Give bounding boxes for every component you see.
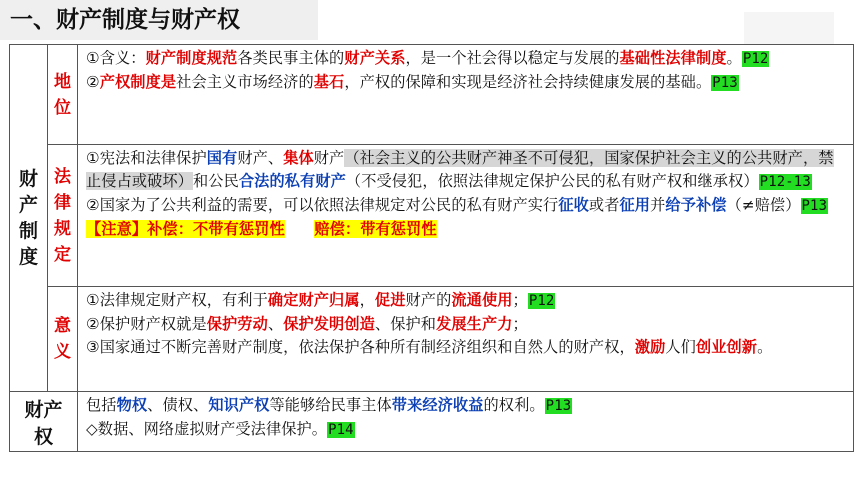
rights-content: [78, 392, 854, 452]
status-line-1: ①含义：财产制度规范各类民事主体的财产关系，是一个社会得以稳定与发展的基础性法律制度。P12: [86, 49, 769, 67]
decorative-box: [744, 12, 834, 44]
head-char: 产: [18, 194, 38, 216]
table-row: [10, 145, 854, 287]
table-row: [10, 392, 854, 452]
row-label-law: 法 律 规 定: [48, 145, 78, 287]
meaning-line-3: ③国家通过不断完善财产制度，依法保护各种所有制经济组织和自然人的财产权，激励人们创业创新。: [86, 338, 773, 356]
rights-line-1: 包括物权、债权、知识产权等能够给民事主体带来经济收益的权利。P13: [86, 396, 572, 414]
page-title: 一、财产制度与财产权: [0, 0, 318, 40]
law-line-2: ②国家为了公共利益的需要，可以依照法律规定对公民的私有财产实行征收或者征用并给予补偿（≠赔偿）P13【注意】补偿：不带有惩罚性 赔偿：带有惩罚性: [86, 196, 828, 238]
page-ref: P13: [545, 398, 572, 414]
head-char: 财: [18, 168, 38, 190]
section-head-property-system: [10, 45, 48, 392]
rights-line-2: ◇数据、网络虚拟财产受法律保护。P14: [86, 420, 354, 438]
section-head-property-rights: 财产 权: [10, 392, 78, 452]
meaning-line-1: ①法律规定财产权，有利于确定财产归属，促进财产的流通使用；P12: [86, 291, 555, 309]
page-ref: P12: [742, 51, 769, 67]
row-label-status: 地 位: [48, 45, 78, 145]
page-ref: P13: [801, 198, 828, 214]
meaning-line-2: ②保护财产权就是保护劳动、保护发明创造、保护和发展生产力；: [86, 315, 528, 333]
head-char: 度: [18, 246, 38, 268]
page-ref: P13: [712, 75, 738, 91]
note-compensation: 【注意】补偿：不带有惩罚性: [86, 220, 285, 238]
property-table: [9, 44, 854, 452]
row-label-meaning: 意 义: [48, 287, 78, 392]
table-row: [10, 287, 854, 392]
page-ref: P12: [528, 293, 555, 309]
note-damages: 赔偿：带有惩罚性: [314, 220, 437, 238]
status-content: [78, 45, 854, 145]
meaning-content: [78, 287, 854, 392]
law-line-1: ①宪法和法律保护国有财产、集体财产（社会主义的公共财产神圣不可侵犯，国家保护社会主义的公共财产，禁止侵占或破坏）和公民合法的私有财产（不受侵犯，依照法律规定保护公民的私有财产权和继承权）P12-13: [86, 149, 834, 190]
page-ref: P14: [328, 422, 354, 438]
law-content: [78, 145, 854, 287]
status-line-2: ②产权制度是社会主义市场经济的基石，产权的保障和实现是经济社会持续健康发展的基础。P13: [86, 73, 738, 91]
head-char: 制: [18, 220, 38, 242]
table-row: [10, 45, 854, 145]
page-ref: P12-13: [759, 174, 811, 190]
